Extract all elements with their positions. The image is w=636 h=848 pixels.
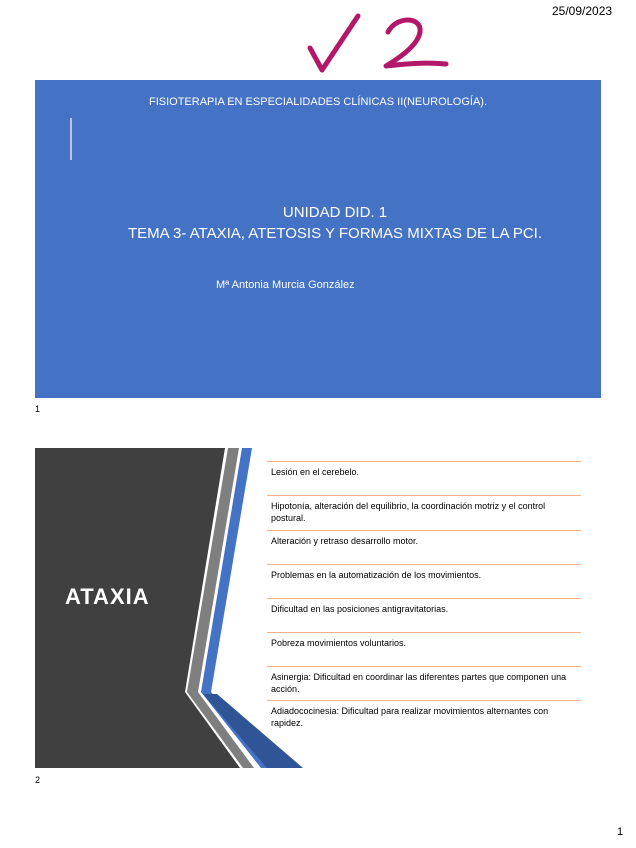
list-item: Dificultad en las posiciones antigravitatorias. bbox=[267, 598, 581, 632]
slide-2 bbox=[35, 448, 601, 768]
page-date: 25/09/2023 bbox=[552, 4, 613, 18]
slide-2-title: ATAXIA bbox=[65, 584, 150, 609]
title-line-1: UNIDAD DID. 1 bbox=[282, 204, 388, 221]
decorative-bar bbox=[70, 118, 72, 160]
list-item: Adiadococinesia: Dificultad para realizar movimientos alternantes con rapidez. bbox=[267, 700, 581, 736]
slide-1 bbox=[35, 80, 601, 398]
ataxia-symptom-list bbox=[267, 461, 581, 736]
number-two-stroke bbox=[386, 20, 446, 66]
list-item: Asinergia: Dificultad en coordinar las diferentes partes que componen una acción. bbox=[267, 666, 581, 700]
slide-1-title bbox=[35, 202, 635, 244]
page-number: 1 bbox=[617, 826, 624, 838]
title-line-2: TEMA 3- ATAXIA, ATETOSIS Y FORMAS MIXTAS DE LA PCI. bbox=[127, 225, 542, 242]
handwritten-mark bbox=[300, 8, 460, 78]
slide-2-number: 2 bbox=[35, 775, 41, 785]
list-item: Pobreza movimientos voluntarios. bbox=[267, 632, 581, 666]
list-item: Hipotonía, alteración del equilibrio, la coordinación motriz y el control postural. bbox=[267, 495, 581, 530]
checkmark-stroke bbox=[310, 16, 358, 70]
list-item: Alteración y retraso desarrollo motor. bbox=[267, 530, 581, 564]
author-name: Mª Antonia Murcia González bbox=[216, 279, 355, 291]
slide-1-number: 1 bbox=[35, 404, 41, 414]
course-title: FISIOTERAPIA EN ESPECIALIDADES CLÍNICAS II(NEUROLOGÍA). bbox=[148, 96, 488, 108]
list-item: Problemas en la automatización de los movimientos. bbox=[267, 564, 581, 598]
list-item: Lesión en el cerebelo. bbox=[267, 461, 581, 495]
